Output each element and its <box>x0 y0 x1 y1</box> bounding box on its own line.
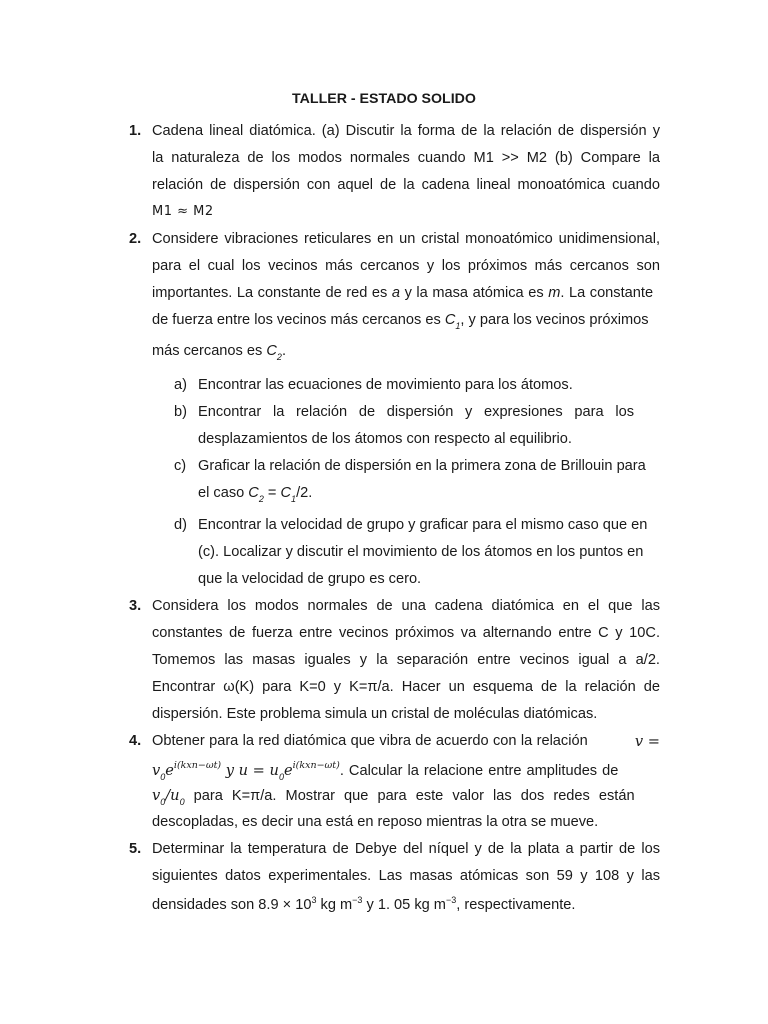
subitem-label: a) <box>174 377 187 393</box>
text-line <box>152 760 618 782</box>
text-span: = <box>263 485 281 501</box>
text-line: Considera los modos normales de una cadena diatómica en el que las <box>152 598 660 614</box>
text-line: Tomemos las masas iguales y la separación entre vecinos igual a a/2. <box>152 652 660 668</box>
text-line: para el cual los vecinos más cercanos y los próximos más cercanos son <box>152 258 660 274</box>
text-line <box>152 895 575 913</box>
page-title: TALLER - ESTADO SOLIDO <box>292 91 476 107</box>
subitem-label: c) <box>174 458 187 474</box>
math-expr: v = <box>634 733 660 750</box>
text-line <box>152 733 660 749</box>
math-var: C <box>248 485 259 501</box>
problem-number: 5. <box>129 841 142 857</box>
text-line: Determinar la temperatura de Debye del níquel y de la plata a partir de los <box>152 841 660 857</box>
math-var: v <box>152 787 161 804</box>
text-span: para K=π/a. Mostrar que para este valor las dos redes están <box>184 788 635 804</box>
math-var: m <box>548 285 561 301</box>
math-var: e <box>283 762 293 779</box>
text-line: (c). Localizar y discutir el movimiento de los átomos en los puntos en <box>198 544 644 560</box>
text-line: Encontrar las ecuaciones de movimiento para los átomos. <box>198 377 573 393</box>
text-span: . <box>281 343 286 359</box>
math-exponent: i(kxn−ωt) <box>292 760 340 771</box>
math-subscript: 1 <box>291 494 297 504</box>
math-exponent: 3 <box>311 895 317 905</box>
text-span: más cercanos es <box>152 343 267 359</box>
math-subscript: 0 <box>160 772 166 782</box>
math-var: e <box>165 762 174 779</box>
text-line: constantes de fuerza entre vecinos próximos va alternando entre C y 10C. <box>152 625 660 641</box>
text-line: Considere vibraciones reticulares en un cristal monoatómico unidimensional, <box>152 231 660 247</box>
text-line: M1 ≈ M2 <box>152 204 214 219</box>
text-line: Encontrar la velocidad de grupo y graficar para el mismo caso que en <box>198 517 648 533</box>
text-span: el caso <box>198 485 249 501</box>
math-var: C <box>280 485 292 501</box>
math-var: /u <box>165 787 180 804</box>
math-var: a <box>391 285 401 301</box>
math-subscript: 0 <box>278 772 284 782</box>
text-span: . Calcular la relacione entre amplitudes de <box>339 763 619 779</box>
math-exponent: −3 <box>445 895 457 905</box>
text-span: de fuerza entre los vecinos más cercanos es <box>152 312 445 328</box>
text-span: densidades son 8.9 × 10 <box>152 897 312 913</box>
text-line <box>152 285 653 301</box>
text-line: Encontrar ω(K) para K=0 y K=π/a. Hacer un esquema de la relación de <box>152 679 660 695</box>
text-span: Obtener para la red diatómica que vibra de acuerdo con la relación <box>152 733 588 749</box>
text-line: que la velocidad de grupo es cero. <box>198 571 422 587</box>
math-var: C <box>444 312 456 328</box>
math-exponent: −3 <box>352 895 363 905</box>
text-line: Encontrar la relación de dispersión y expresiones para los <box>198 404 634 420</box>
text-span: , respectivamente. <box>456 897 576 913</box>
problem-number: 4. <box>129 733 142 749</box>
math-subscript: 0 <box>160 797 166 807</box>
text-line <box>198 485 312 504</box>
text-line: Cadena lineal diatómica. (a) Discutir la forma de la relación de dispersión y <box>152 123 660 139</box>
subitem-label: d) <box>174 517 187 533</box>
text-span: y la masa atómica es <box>400 285 549 301</box>
text-span: y 1. 05 kg m <box>362 897 446 913</box>
problem-number: 3. <box>129 598 142 614</box>
text-span: , y para los vecinos próximos <box>460 312 649 328</box>
problem-number: 1. <box>129 123 142 139</box>
text-span: importantes. La constante de red es <box>152 285 392 301</box>
text-line: Graficar la relación de dispersión en la primera zona de Brillouin para <box>198 458 646 474</box>
text-line <box>152 312 649 331</box>
text-line: siguientes datos experimentales. Las masas atómicas son 59 y 108 y las <box>152 868 660 884</box>
text-span: kg m <box>316 897 353 913</box>
math-subscript: 0 <box>179 797 185 807</box>
math-var: C <box>266 343 277 359</box>
math-subscript: 1 <box>455 321 461 331</box>
text-line <box>152 787 635 807</box>
math-subscript: 2 <box>276 352 282 362</box>
text-span: /2. <box>296 485 313 501</box>
text-line: dispersión. Este problema simula un cristal de moléculas diatómicas. <box>152 706 598 722</box>
text-line: la naturaleza de los modos normales cuando M1 >> M2 (b) Compare la <box>152 150 660 166</box>
text-line <box>152 343 286 362</box>
math-exponent: i(kxn−ωt) <box>173 760 222 771</box>
math-var: v <box>152 762 161 779</box>
text-line: desplazamientos de los átomos con respecto al equilibrio. <box>198 431 572 447</box>
text-line: descopladas, es decir una está en reposo mientras la otra se mueve. <box>152 814 599 830</box>
text-span: . La constante <box>560 285 654 301</box>
subitem-label: b) <box>174 404 187 420</box>
text-line: relación de dispersión con aquel de la cadena lineal monoatómica cuando <box>152 177 660 193</box>
math-subscript: 2 <box>258 494 264 504</box>
math-expr: y u = u <box>221 762 279 779</box>
problem-number: 2. <box>129 231 142 247</box>
